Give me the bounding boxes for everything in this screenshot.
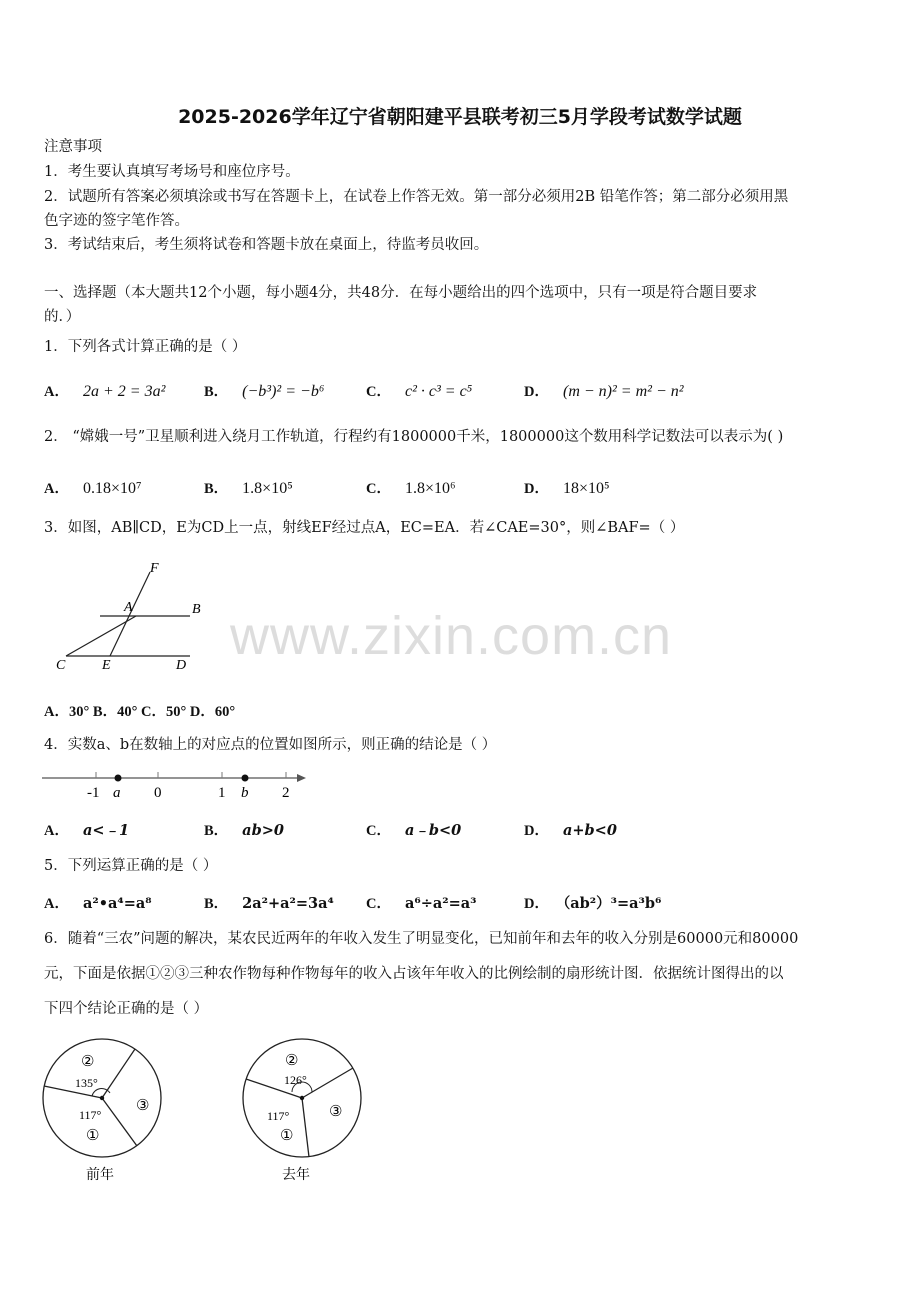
- q5-option-c[interactable]: C． a⁶÷a²=a³: [366, 895, 477, 912]
- pie1-angle-135: 135°: [75, 1076, 98, 1090]
- notice-item-1: 1．考生要认真填写考场号和座位序号。: [44, 164, 300, 180]
- q2-option-a[interactable]: A． 0.18×10⁷: [44, 480, 142, 497]
- q3-stem: 3．如图，AB∥CD，E为CD上一点，射线EF经过点A，EC=EA．若∠CAE=30°，则∠BAF=（ ）: [44, 520, 685, 536]
- pie-chart-last-year: [240, 1036, 370, 1188]
- point-a: [115, 775, 122, 782]
- notice-heading: 注意事项: [44, 139, 102, 155]
- notice-item-3: 3．考试结束后，考生须将试卷和答题卡放在桌面上，待监考员收回。: [44, 237, 489, 253]
- point-b: [242, 775, 249, 782]
- q2-stem: 2． “嫦娥一号”卫星顺利进入绕月工作轨道，行程约有1800000千米，1800000这个数用科学记数法可以表示为( ): [44, 429, 784, 445]
- label-d: D: [176, 658, 187, 673]
- page-title: 2025-2026学年辽宁省朝阳建平县联考初三5月学段考试数学试题: [178, 106, 742, 128]
- q1-option-c[interactable]: C． c² · c³ = c⁵: [366, 383, 473, 400]
- pie2-angle-126: 126°: [284, 1073, 307, 1087]
- q5-option-d[interactable]: D． （ab²）³=a³b⁶: [524, 895, 662, 912]
- label-a: A: [124, 600, 133, 615]
- pie1-caption: 前年: [86, 1168, 114, 1183]
- notice-item-2: 2．试题所有答案必须填涂或书写在答题卡上，在试卷上作答无效。第一部分必须用2B 铅笔作答；第二部分必须用黑: [44, 189, 789, 205]
- notice-item-2-cont: 色字迹的签字笔作答。: [44, 213, 189, 229]
- q1-option-b[interactable]: B． (−b³)² = −b⁶: [204, 383, 325, 400]
- q5-stem: 5．下列运算正确的是（ ）: [44, 858, 218, 874]
- tick-neg1: -1: [87, 785, 100, 801]
- pie2-label-2: ②: [285, 1053, 299, 1069]
- label-c: C: [56, 658, 66, 673]
- q4-option-d[interactable]: D． a+b<0: [524, 822, 617, 839]
- section-heading: 一、选择题（本大题共12个小题，每小题4分，共48分．在每小题给出的四个选项中，只有一项是符合题目要求: [44, 285, 758, 301]
- tick-1: 1: [218, 785, 226, 801]
- q1-option-d[interactable]: D． (m − n)² = m² − n²: [524, 383, 684, 400]
- tick-a: a: [113, 785, 121, 801]
- tick-b: b: [241, 785, 249, 801]
- pie2-label-1: ①: [280, 1128, 294, 1144]
- tick-0: 0: [154, 785, 162, 801]
- pie2-label-3: ③: [329, 1104, 343, 1120]
- q3-options: A．30° B．40° C．50° D．60°: [44, 704, 236, 720]
- q6-stem-2: 元，下面是依据①②③三种农作物每种作物每年的收入占该年年收入的比例绘制的扇形统计图．依据统计图得出的以: [44, 966, 784, 982]
- pie1-angle-117: 117°: [79, 1108, 102, 1122]
- tick-2: 2: [282, 785, 290, 801]
- pie1-label-1: ①: [86, 1128, 100, 1144]
- q4-stem: 4．实数a、b在数轴上的对应点的位置如图所示，则正确的结论是（ ）: [44, 737, 497, 753]
- section-heading-cont: 的．）: [44, 309, 81, 325]
- label-e: E: [102, 658, 111, 673]
- watermark: www.zixin.com.cn: [230, 606, 673, 666]
- pie1-label-2: ②: [81, 1054, 95, 1070]
- q1-stem: 1．下列各式计算正确的是（ ）: [44, 339, 247, 355]
- number-line-figure: [40, 766, 312, 802]
- pie1-label-3: ③: [136, 1098, 150, 1114]
- pie2-caption: 去年: [282, 1168, 310, 1183]
- pie-chart-previous-year: [40, 1036, 170, 1188]
- q4-option-b[interactable]: B． ab>0: [204, 822, 284, 839]
- q5-option-a[interactable]: A． a²•a⁴=a⁸: [44, 895, 152, 912]
- pie2-angle-117: 117°: [267, 1109, 290, 1123]
- q5-option-b[interactable]: B． 2a²+a²=3a⁴: [204, 895, 334, 912]
- q6-stem-1: 6．随着“三农”问题的解决，某农民近两年的年收入发生了明显变化，已知前年和去年的收入分别是60000元和80000: [44, 931, 799, 947]
- q6-stem-3: 下四个结论正确的是（ ）: [44, 1001, 209, 1017]
- q2-option-c[interactable]: C． 1.8×10⁶: [366, 480, 456, 497]
- q1-option-a[interactable]: A． 2a + 2 = 3a²: [44, 383, 166, 400]
- label-b: B: [192, 602, 201, 617]
- q2-option-d[interactable]: D． 18×10⁵: [524, 480, 610, 497]
- q4-option-c[interactable]: C． a﹣b<0: [366, 822, 462, 839]
- q3-geometry-figure: [44, 556, 214, 676]
- label-f: F: [150, 561, 159, 576]
- q2-option-b[interactable]: B． 1.8×10⁵: [204, 480, 293, 497]
- q4-option-a[interactable]: A． a<﹣1: [44, 822, 130, 839]
